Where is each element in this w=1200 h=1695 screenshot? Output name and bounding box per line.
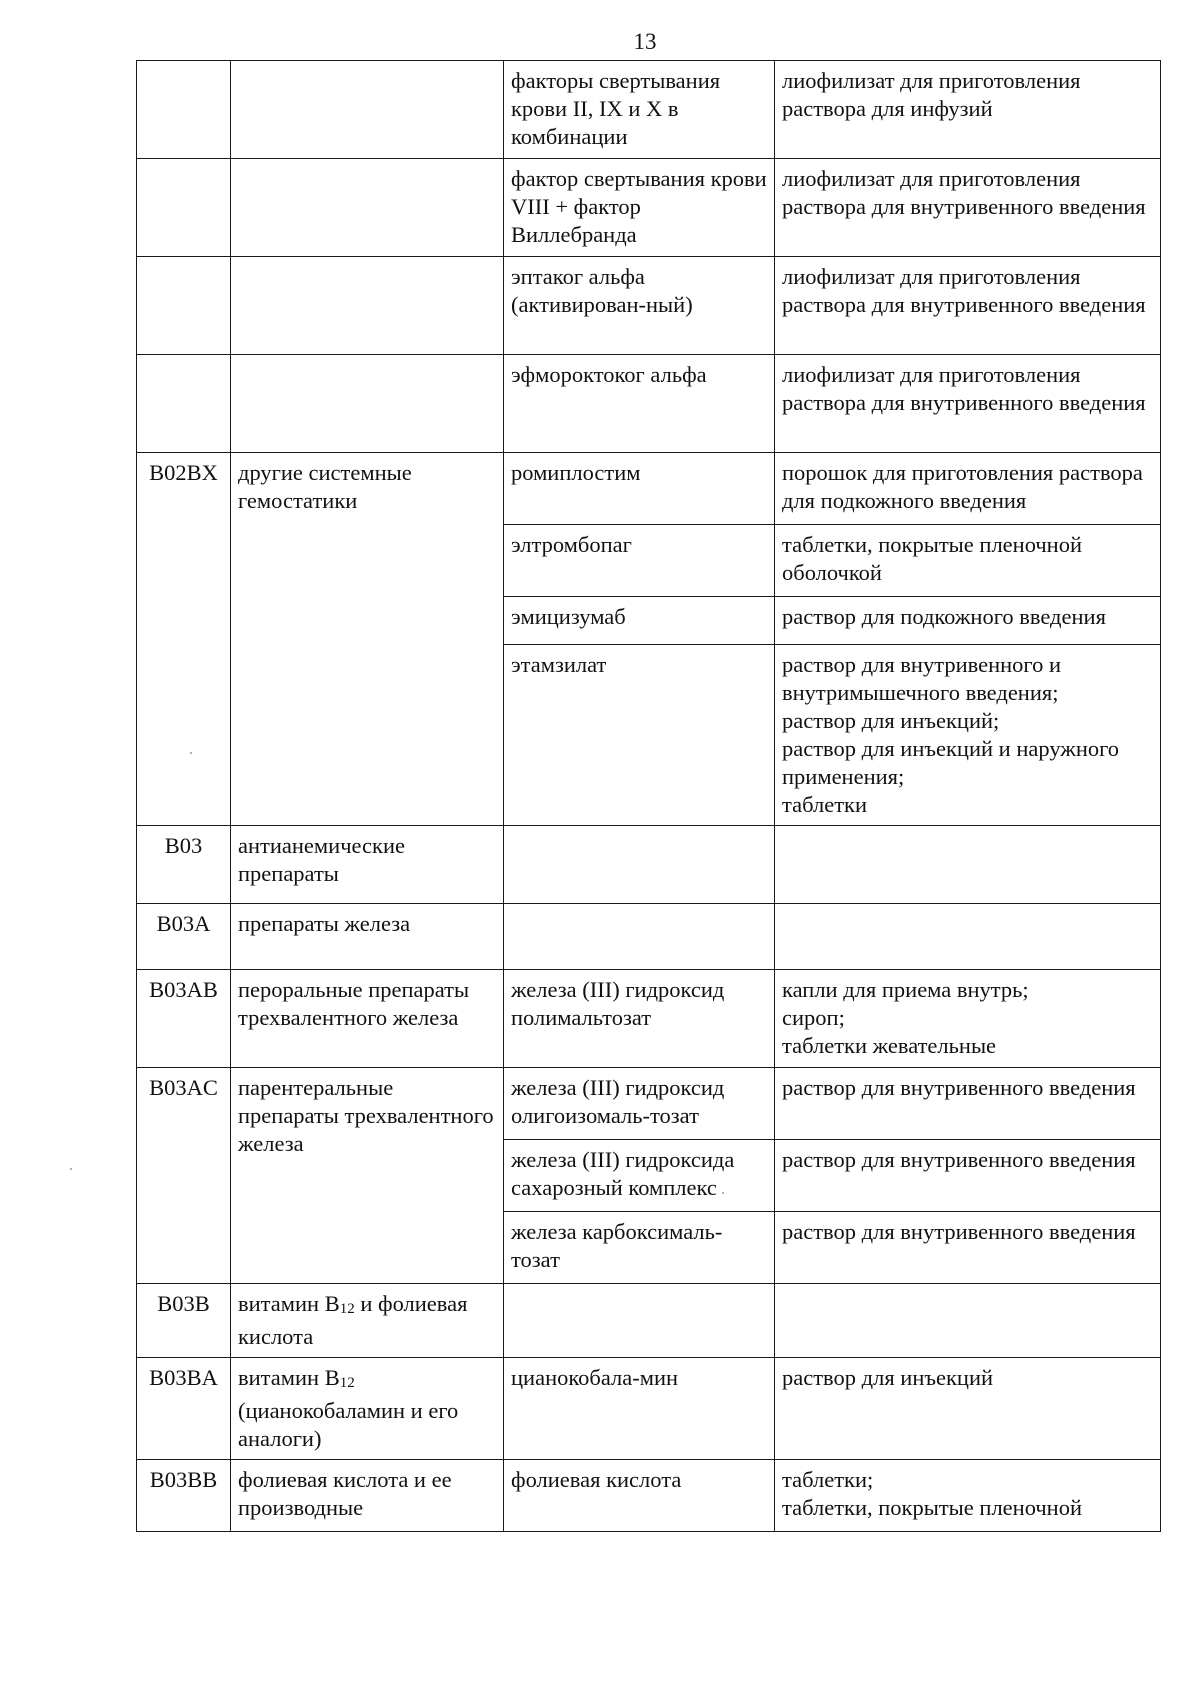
drug-name-cell: эмицизумаб <box>504 597 775 645</box>
group-cell <box>231 1358 504 1460</box>
dosage-form-cell: лиофилизат для приготовления раствора для внутривенного введения <box>775 257 1161 355</box>
group-cell <box>231 257 504 355</box>
group-cell: другие системные гемостатики <box>231 453 504 826</box>
atc-code-cell: B03B <box>137 1284 231 1358</box>
table-row <box>137 970 1161 1068</box>
group-cell <box>231 1284 504 1358</box>
drug-name-cell <box>504 904 775 970</box>
table-row <box>137 826 1161 904</box>
drug-name-cell: факторы свертывания крови II, IX и X в комбинации <box>504 61 775 159</box>
dosage-form-cell <box>775 826 1161 904</box>
dosage-form-cell: раствор для внутривенного и внутримышечного введения; раствор для инъекций; раствор для инъекций и наружного применения; таблетки <box>775 645 1161 826</box>
atc-code-cell <box>137 257 231 355</box>
drug-name-cell: цианокобала-мин <box>504 1358 775 1460</box>
atc-code-cell <box>137 355 231 453</box>
atc-code-cell: B03 <box>137 826 231 904</box>
table-row <box>137 1068 1161 1140</box>
table-row <box>137 1358 1161 1460</box>
table-row <box>137 257 1161 355</box>
dosage-form-cell: таблетки, покрытые пленочной оболочкой <box>775 525 1161 597</box>
drug-name-cell: эфмороктоког альфа <box>504 355 775 453</box>
dosage-form-cell: таблетки; таблетки, покрытые пленочной <box>775 1460 1161 1532</box>
table-row <box>137 355 1161 453</box>
drug-name-cell: элтромбопаг <box>504 525 775 597</box>
table-row <box>137 904 1161 970</box>
group-text-prefix: витамин B <box>238 1365 340 1390</box>
drug-table <box>136 60 1161 1532</box>
dosage-form-cell: лиофилизат для приготовления раствора для внутривенного введения <box>775 159 1161 257</box>
scan-speck <box>70 1168 72 1170</box>
dosage-form-cell: раствор для внутривенного введения <box>775 1212 1161 1284</box>
table-row <box>137 159 1161 257</box>
table-row <box>137 453 1161 525</box>
drug-name-cell: эптаког альфа (активирован-ный) <box>504 257 775 355</box>
atc-code-cell <box>137 61 231 159</box>
dosage-form-cell: раствор для внутривенного введения <box>775 1140 1161 1212</box>
drug-name-cell: железа (III) гидроксида сахарозный комплекс <box>504 1140 775 1212</box>
dosage-form-cell: раствор для инъекций <box>775 1358 1161 1460</box>
table-row <box>137 1460 1161 1532</box>
dosage-form-cell: раствор для подкожного введения <box>775 597 1161 645</box>
scan-speck <box>190 752 192 754</box>
atc-code-cell: B03AC <box>137 1068 231 1284</box>
group-cell <box>231 61 504 159</box>
scan-speck <box>722 1192 724 1194</box>
drug-name-cell: фолиевая кислота <box>504 1460 775 1532</box>
group-cell: антианемические препараты <box>231 826 504 904</box>
atc-code-cell: B02BX <box>137 453 231 826</box>
group-cell: препараты железа <box>231 904 504 970</box>
drug-name-cell <box>504 826 775 904</box>
drug-name-cell: ромиплостим <box>504 453 775 525</box>
group-text-suffix: (цианокобаламин и его аналоги) <box>238 1398 459 1451</box>
group-cell: парентеральные препараты трехвалентного железа <box>231 1068 504 1284</box>
drug-name-cell: фактор свертывания крови VIII + фактор Виллебранда <box>504 159 775 257</box>
dosage-form-cell: порошок для приготовления раствора для подкожного введения <box>775 453 1161 525</box>
atc-code-cell: B03BB <box>137 1460 231 1532</box>
page-number: 13 <box>633 29 657 54</box>
drug-name-cell: железа (III) гидроксид полимальтозат <box>504 970 775 1068</box>
group-text-prefix: витамин B <box>238 1291 340 1316</box>
group-text-subscript: 12 <box>339 1375 355 1391</box>
atc-code-cell: B03BA <box>137 1358 231 1460</box>
dosage-form-cell: капли для приема внутрь; сироп; таблетки жевательные <box>775 970 1161 1068</box>
group-text-suffix: и фолиевая кислота <box>238 1291 468 1349</box>
table-row <box>137 61 1161 159</box>
atc-code-cell: B03AB <box>137 970 231 1068</box>
group-text-subscript: 12 <box>339 1301 355 1317</box>
dosage-form-cell: лиофилизат для приготовления раствора для внутривенного введения <box>775 355 1161 453</box>
atc-code-cell <box>137 159 231 257</box>
group-cell: пероральные препараты трехвалентного железа <box>231 970 504 1068</box>
dosage-form-cell <box>775 1284 1161 1358</box>
dosage-form-cell <box>775 904 1161 970</box>
group-cell: фолиевая кислота и ее производные <box>231 1460 504 1532</box>
drug-name-cell: железа (III) гидроксид олигоизомаль-тозат <box>504 1068 775 1140</box>
group-cell <box>231 355 504 453</box>
drug-name-cell: железа карбоксималь-тозат <box>504 1212 775 1284</box>
drug-name-cell: этамзилат <box>504 645 775 826</box>
drug-name-cell <box>504 1284 775 1358</box>
dosage-form-cell: лиофилизат для приготовления раствора для инфузий <box>775 61 1161 159</box>
group-cell <box>231 159 504 257</box>
dosage-form-cell: раствор для внутривенного введения <box>775 1068 1161 1140</box>
atc-code-cell: B03A <box>137 904 231 970</box>
table-row <box>137 1284 1161 1358</box>
